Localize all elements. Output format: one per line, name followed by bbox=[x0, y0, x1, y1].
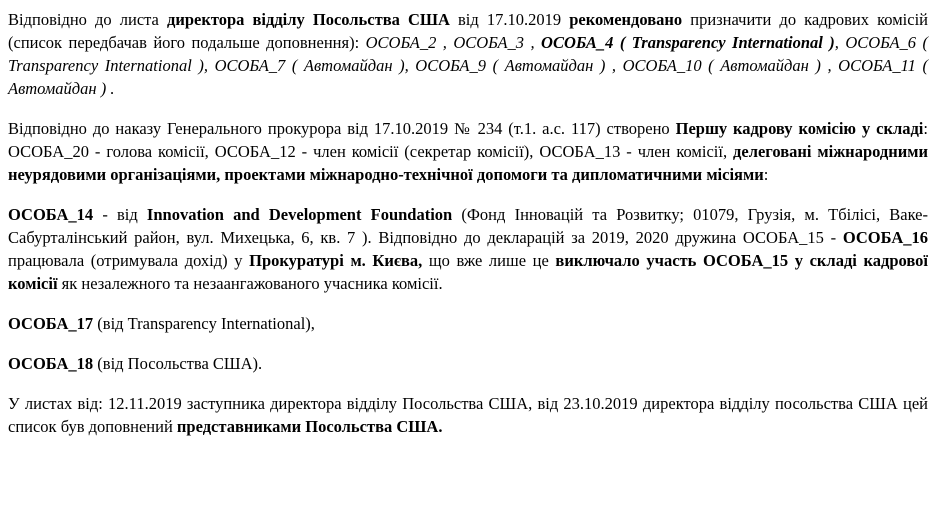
text-run: Відповідно до наказу Генерального прокурора від 17.10.2019 № 234 (т.1. а.с. 117) створено bbox=[8, 119, 676, 138]
text-run: , ОСОБА_6 ( Transparency International ), ОСОБА_7 ( Автомайдан ), ОСОБА_9 ( Автомайдан ) , ОСОБА_10 ( Автомайдан ) , ОСОБА_11 ( Автомайдан ) . bbox=[8, 33, 928, 98]
text-run: рекомендовано bbox=[569, 10, 683, 29]
text-run: (від Посольства США). bbox=[93, 354, 263, 373]
text-run: ОСОБА_17 bbox=[8, 314, 94, 333]
text-run: (Фонд Інновацій та Розвитку; 01079, Грузія, м. Тбілісі, Ваке-Сабурталінський район, вул. Михецька, 6, кв. 7 ). Відповідно до декларацій за 2019, 2020 дружина ОСОБА_15 - bbox=[8, 205, 928, 247]
text-run: представниками Посольства США. bbox=[176, 417, 443, 436]
text-run: ОСОБА_4 ( Transparency International ) bbox=[541, 33, 835, 52]
paragraph bbox=[8, 203, 928, 295]
text-run: як незалежного та незаангажованого учасника комісії. bbox=[57, 274, 443, 293]
text-run: Першу кадрову комісію у складі bbox=[675, 119, 924, 138]
text-run: ОСОБА_2 , ОСОБА_3 , bbox=[365, 33, 542, 52]
paragraph bbox=[8, 8, 928, 100]
paragraph bbox=[8, 392, 928, 438]
text-run: що вже лише це bbox=[422, 251, 556, 270]
text-run: Відповідно до листа bbox=[8, 10, 167, 29]
document-body bbox=[8, 8, 928, 438]
text-run: : ОСОБА_20 - голова комісії, ОСОБА_12 - член комісії (секретар комісії), ОСОБА_13 - член комісії, bbox=[8, 119, 928, 161]
paragraph bbox=[8, 312, 928, 335]
text-run: (від Transparency International), bbox=[93, 314, 315, 333]
text-run: - від bbox=[93, 205, 147, 224]
paragraph bbox=[8, 117, 928, 186]
text-run: Прокуратурі м. Києва, bbox=[249, 251, 423, 270]
text-run: працювала (отримувала дохід) у bbox=[8, 251, 250, 270]
text-run: від 17.10.2019 bbox=[449, 10, 570, 29]
text-run: ОСОБА_18 bbox=[8, 354, 94, 373]
text-run: призначити до кадрових комісій (список передбачав його подальше доповнення): bbox=[8, 10, 928, 52]
text-run: : bbox=[763, 165, 769, 184]
text-run: директора відділу Посольства США bbox=[166, 10, 450, 29]
text-run: ОСОБА_14 bbox=[8, 205, 94, 224]
text-run: виключало участь ОСОБА_15 у складі кадрової комісії bbox=[8, 251, 928, 293]
text-run: У листах від: 12.11.2019 заступника директора відділу Посольства США, від 23.10.2019 директора відділу посольства США цей список був доповнений bbox=[8, 394, 928, 436]
text-run: Innovation and Development Foundation bbox=[146, 205, 453, 224]
paragraph bbox=[8, 352, 928, 375]
text-run: делеговані міжнародними неурядовими організаціями, проектами міжнародно-технічної допомоги та дипломатичними місіями bbox=[8, 142, 928, 184]
text-run: ОСОБА_16 bbox=[842, 228, 928, 247]
